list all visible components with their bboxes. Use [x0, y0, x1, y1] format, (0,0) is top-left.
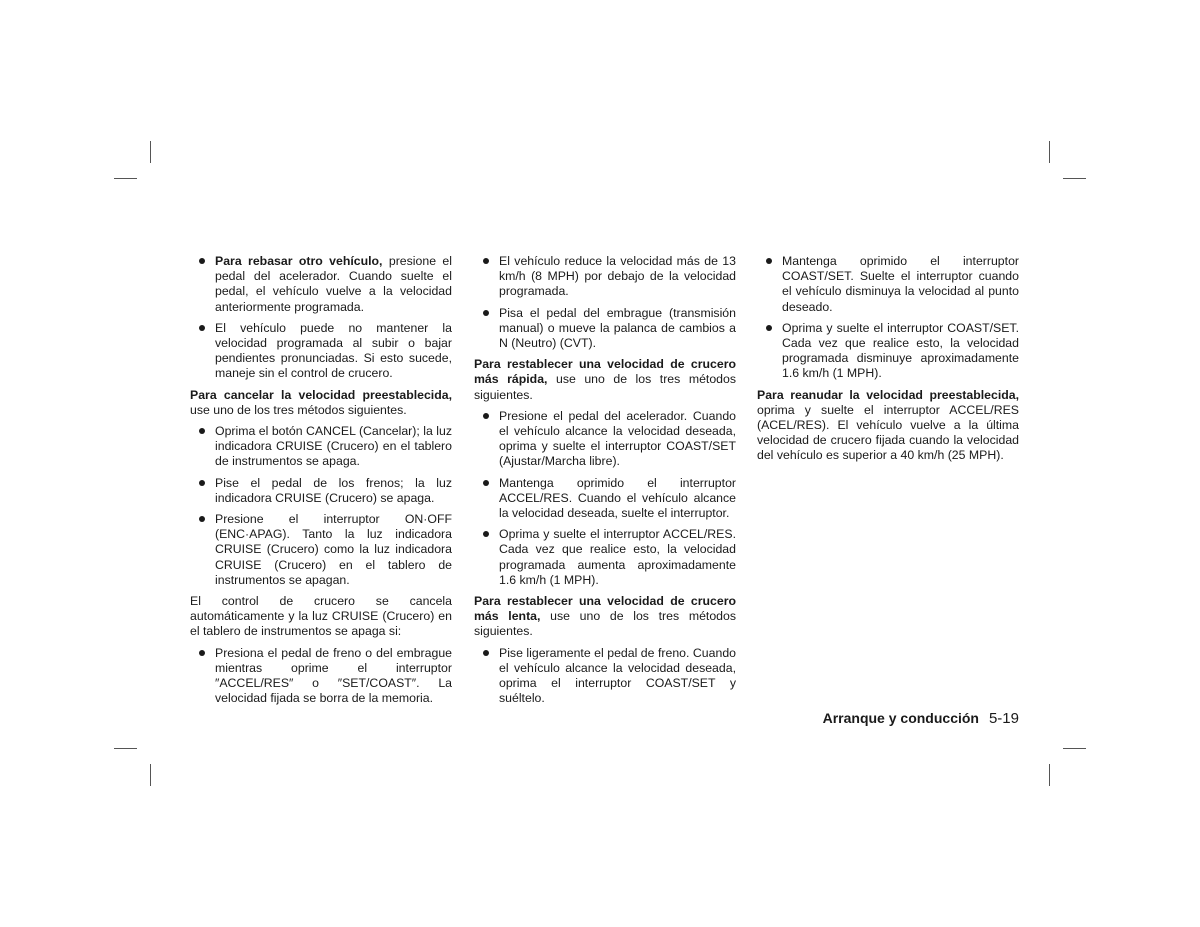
- crop-mark-top-right-horizontal: [1063, 178, 1086, 179]
- column-middle: [474, 254, 736, 712]
- bullet-text: Pise el pedal de los frenos; la luz indicadora CRUISE (Crucero) se apaga.: [215, 475, 452, 505]
- section-heading: Para restablecer una velocidad de crucero más lenta,: [474, 594, 736, 624]
- section-text: use uno de los tres métodos siguientes.: [190, 402, 407, 417]
- bullet-text: Mantenga oprimido el interruptor ACCEL/RES. Cuando el vehículo alcance la velocidad deseada, suelte el interruptor.: [499, 475, 736, 521]
- bullet-icon: [483, 650, 489, 656]
- bullet-item: [190, 254, 452, 315]
- section-paragraph: [757, 388, 1019, 464]
- section-paragraph: [474, 594, 736, 640]
- bullet-icon: [199, 325, 205, 331]
- section-text: oprima y suelte el interruptor ACCEL/RES (ACEL/RES). El vehículo vuelve a la última velocidad de crucero fijada cuando la velocidad del vehículo es superior a 40 km/h (25 MPH).: [757, 402, 1019, 463]
- crop-mark-top-right-vertical: [1049, 141, 1050, 163]
- section-title: Arranque y conducción: [822, 710, 979, 726]
- bullet-text: Oprima y suelte el interruptor ACCEL/RES. Cada vez que realice esto, la velocidad programada aumenta aproximadamente 1.6 km/h (1 MPH).: [499, 527, 736, 587]
- section-paragraph: [190, 388, 452, 418]
- column-left: [190, 254, 452, 712]
- bullet-icon: [199, 516, 205, 522]
- bullet-text: Oprima el botón CANCEL (Cancelar); la luz indicadora CRUISE (Crucero) en el tablero de instrumentos se apaga.: [215, 424, 452, 469]
- bullet-text: Oprima y suelte el interruptor COAST/SET. Cada vez que realice esto, la velocidad programada disminuye aproximadamente 1.6 km/h (1 MPH).: [782, 320, 1019, 381]
- crop-mark-bottom-left-horizontal: [114, 748, 137, 749]
- bullet-icon: [483, 413, 489, 419]
- bullet-icon: [766, 325, 772, 331]
- bullet-item: [190, 424, 452, 470]
- page-number: 5-19: [988, 710, 1019, 727]
- section-heading: Para reanudar la velocidad preestablecida,: [757, 387, 1019, 402]
- section-paragraph: [474, 357, 736, 403]
- bullet-icon: [199, 428, 205, 434]
- bullet-lead: Para rebasar otro vehículo,: [215, 254, 383, 268]
- bullet-item: [190, 476, 452, 506]
- bullet-text: Presione el interruptor ON·OFF (ENC·APAG). Tanto la luz indicadora CRUISE (Crucero) como la luz indicadora CRUISE (Crucero) en el tablero de instrumentos se apagan.: [215, 512, 452, 587]
- bullet-item: [190, 646, 452, 707]
- bullet-item: [757, 254, 1019, 315]
- bullet-icon: [483, 531, 489, 537]
- bullet-item: [474, 646, 736, 707]
- bullet-item: [757, 321, 1019, 382]
- bullet-icon: [199, 480, 205, 486]
- column-right: [757, 254, 1019, 470]
- section-heading: Para cancelar la velocidad preestablecida,: [190, 387, 452, 402]
- bullet-text: El vehículo reduce la velocidad más de 13 km/h (8 MPH) por debajo de la velocidad programada.: [499, 254, 736, 299]
- crop-mark-bottom-right-vertical: [1049, 764, 1050, 786]
- bullet-icon: [199, 258, 205, 264]
- bullet-text: Presione el pedal del acelerador. Cuando el vehículo alcance la velocidad deseada, oprima y suelte el interruptor COAST/SET (Ajustar/Marcha libre).: [499, 408, 736, 469]
- bullet-item: [474, 409, 736, 470]
- crop-mark-top-left-horizontal: [114, 178, 137, 179]
- bullet-item: [474, 476, 736, 522]
- bullet-text: Pisa el pedal del embrague (transmisión manual) o mueve la palanca de cambios a N (Neutro) (CVT).: [499, 305, 736, 351]
- bullet-item: [190, 512, 452, 588]
- bullet-text: Presiona el pedal de freno o del embrague mientras oprime el interruptor ″ACCEL/RES″ o ″SET/COAST″. La velocidad fijada se borra de la memoria.: [215, 645, 452, 706]
- section-text: use uno de los tres métodos siguientes.: [474, 609, 737, 639]
- crop-mark-bottom-right-horizontal: [1063, 748, 1086, 749]
- bullet-text: Pise ligeramente el pedal de freno. Cuando el vehículo alcance la velocidad deseada, oprima el interruptor COAST/SET y suéltelo.: [499, 645, 736, 706]
- bullet-item: [190, 321, 452, 382]
- bullet-item: [474, 306, 736, 352]
- section-heading: Para restablecer una velocidad de crucero más rápida,: [474, 357, 736, 387]
- bullet-icon: [483, 310, 489, 316]
- bullet-icon: [483, 480, 489, 486]
- bullet-icon: [199, 650, 205, 656]
- bullet-text: El vehículo puede no mantener la velocidad programada al subir o bajar pendientes pronunciadas. Si esto sucede, maneje sin el control de crucero.: [215, 320, 452, 381]
- body-paragraph: El control de crucero se cancela automáticamente y la luz CRUISE (Crucero) en el tablero de instrumentos se apaga si:: [190, 594, 452, 639]
- bullet-text: presione el pedal del acelerador. Cuando suelte el pedal, el vehículo vuelve a la velocidad anteriormente programada.: [215, 254, 453, 314]
- bullet-icon: [483, 258, 489, 264]
- bullet-item: [474, 254, 736, 300]
- crop-mark-top-left-vertical: [150, 141, 151, 163]
- section-text: use uno de los tres métodos siguientes.: [474, 372, 736, 402]
- bullet-icon: [766, 258, 772, 264]
- crop-mark-bottom-left-vertical: [150, 764, 151, 786]
- page-footer: [823, 710, 1019, 727]
- bullet-item: [474, 527, 736, 588]
- bullet-text: Mantenga oprimido el interruptor COAST/SET. Suelte el interruptor cuando el vehículo disminuya la velocidad al punto deseado.: [782, 254, 1019, 314]
